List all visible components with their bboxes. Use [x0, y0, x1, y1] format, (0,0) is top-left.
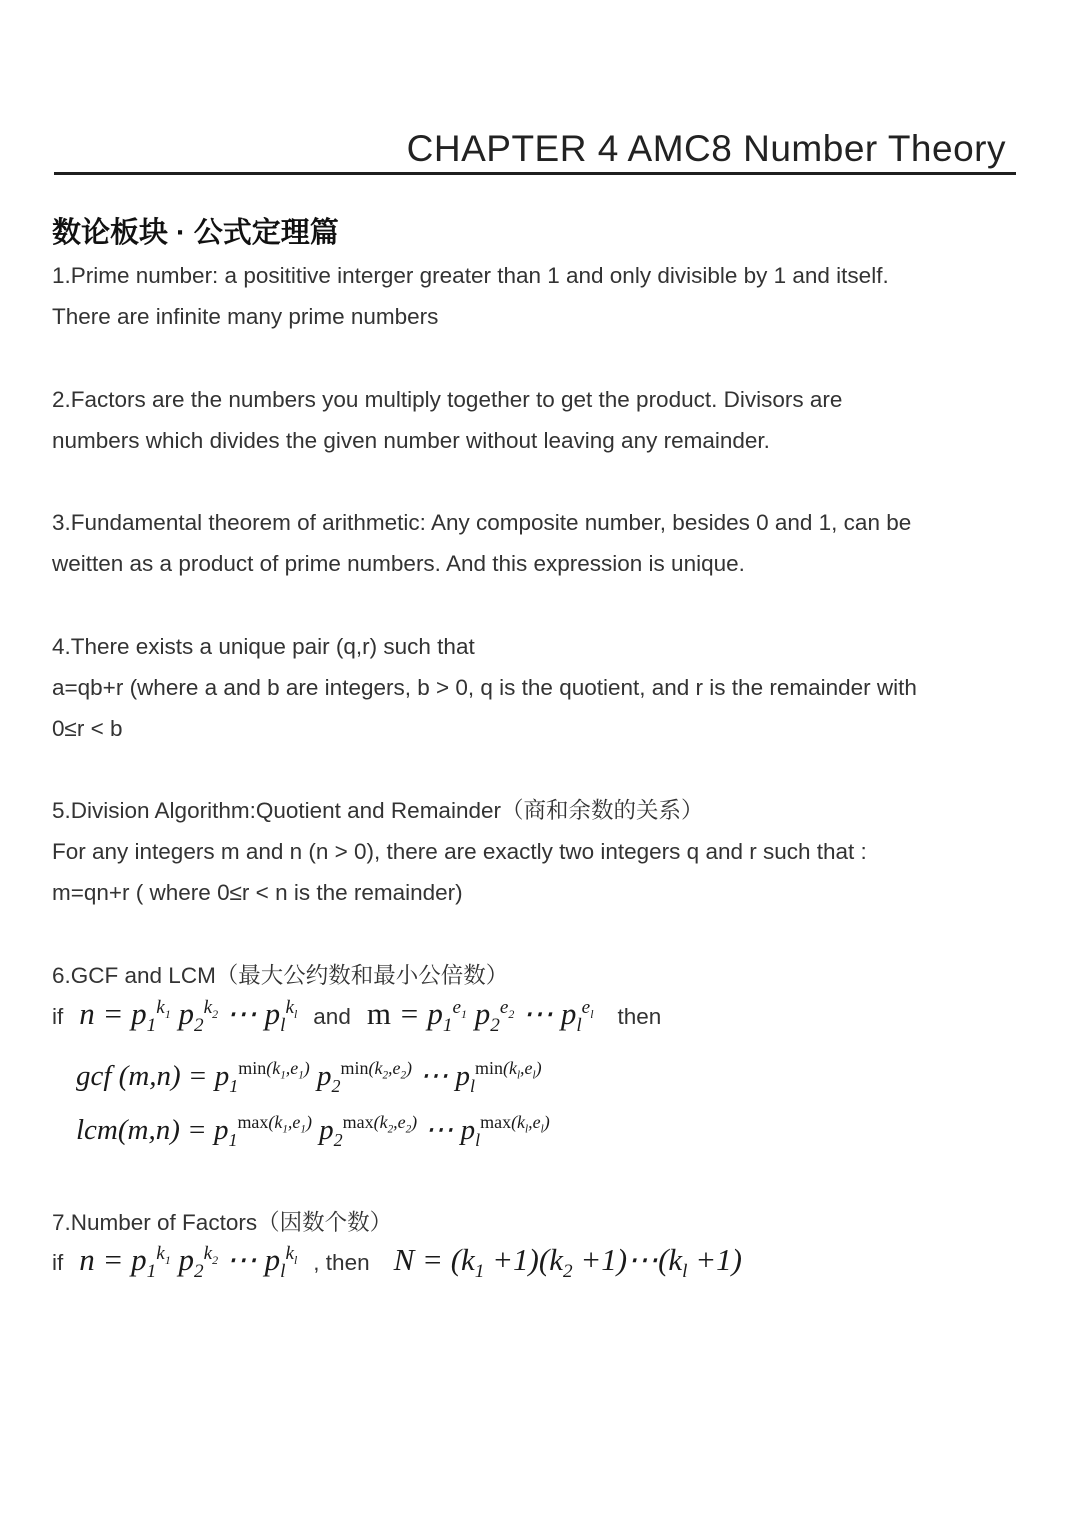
item-6-heading: 6.GCF and LCM（最大公约数和最小公倍数）	[52, 963, 509, 988]
item-4-line-1: 4.There exists a unique pair (q,r) such that	[52, 634, 475, 659]
lcm-formula: $lcm(m,n) = p_1^{max(k_1,e_1)}$ $p_2^{max(k_2,e_2)}$ ⋯ $p_l^{max(k_l,e_l)}$	[76, 1112, 550, 1150]
item-5-line-3: m=qn+r ( where 0≤r < n is the remainder)	[52, 880, 463, 905]
factorization-formula-row	[52, 996, 662, 1037]
chapter-title: CHAPTER 4 AMC8 Number Theory	[406, 128, 1006, 169]
section-title: 数论板块 · 公式定理篇	[52, 217, 339, 249]
item-4-line-3: 0≤r < b	[52, 716, 123, 741]
item-1-line-1: 1.Prime number: a posititive interger greater than 1 and only divisible by 1 and itself.	[52, 263, 889, 288]
factor-count-formula: $N = (k_1 +1)(k_2$ $+1)\cdots(k_l +1)$	[393, 1242, 742, 1283]
n-factorization-formula-2: $n = p_1^{k_1}$ $p_2^{k_2}$ ⋯ $p_l^{k_l}$	[79, 1242, 298, 1283]
if-label-2: if	[52, 1250, 64, 1275]
item-3-line-2: weitten as a product of prime numbers. And this expression is unique.	[52, 551, 745, 576]
then-label-2: , then	[313, 1250, 370, 1275]
item-2-line-2: numbers which divides the given number without leaving any remainder.	[52, 428, 770, 453]
and-label: and	[313, 1004, 351, 1029]
item-4-line-2: a=qb+r (where a and b are integers, b > 0, q is the quotient, and r is the remainder with	[52, 675, 917, 700]
n-factorization-formula: $n = p_1^{k_1}$ $p_2^{k_2}$ ⋯ $p_l^{k_l}$	[79, 996, 298, 1037]
factor-count-formula-row	[52, 1242, 742, 1283]
gcf-formula: gcf $(m,n) = p_1^{min(k_1,e_1)}$ $p_2^{min(k_2,e_2)}$ ⋯ $p_l^{min(k_l,e_l)}$	[76, 1058, 542, 1096]
item-3-line-1: 3.Fundamental theorem of arithmetic: Any composite number, besides 0 and 1, can be	[52, 510, 912, 535]
item-7-heading: 7.Number of Factors（因数个数）	[52, 1210, 393, 1235]
then-label: then	[617, 1004, 662, 1029]
m-factorization-formula: $m = p_1^{e_1}$ $p_2^{e_2}$ ⋯ $p_l^{e_l}$	[366, 996, 594, 1037]
item-1-line-2: There are infinite many prime numbers	[52, 304, 439, 329]
if-label: if	[52, 1004, 64, 1029]
item-5-line-2: For any integers m and n (n > 0), there are exactly two integers q and r such that :	[52, 839, 867, 864]
item-5-line-1: 5.Division Algorithm:Quotient and Remainder（商和余数的关系）	[52, 798, 704, 823]
header-divider	[54, 172, 1016, 175]
item-2-line-1: 2.Factors are the numbers you multiply together to get the product. Divisors are	[52, 387, 843, 412]
